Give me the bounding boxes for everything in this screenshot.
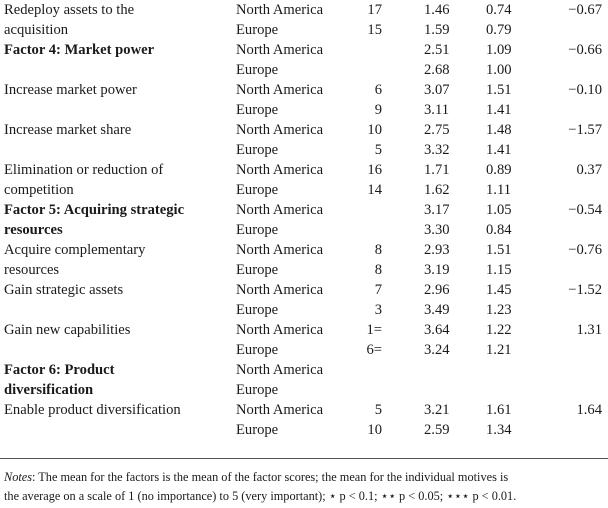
row-sd: 0.89 (486, 162, 512, 178)
row-sd: 1.45 (486, 282, 512, 298)
row-sd: 1.48 (486, 122, 512, 138)
row-label: competition (4, 182, 74, 198)
row-region: North America (236, 322, 324, 338)
row-label: resources (4, 222, 63, 238)
row-region: North America (236, 42, 324, 58)
row-label: Gain new capabilities (4, 322, 131, 338)
notes-line-1 (4, 468, 604, 487)
row-t-value: −0.66 (568, 42, 602, 58)
row-label: Redeploy assets to the (4, 2, 135, 18)
table-row (0, 80, 608, 100)
row-rank: 10 (367, 122, 382, 138)
row-region: Europe (236, 422, 279, 438)
row-mean: 3.24 (424, 342, 450, 358)
table-row (0, 360, 608, 380)
row-mean: 3.19 (424, 262, 450, 278)
row-rank: 10 (367, 422, 382, 438)
row-region: North America (236, 282, 324, 298)
table-row (0, 400, 608, 420)
row-region: North America (236, 2, 324, 18)
row-rank: 8 (374, 242, 382, 258)
table-row (0, 420, 608, 440)
row-t-value: 1.31 (576, 322, 602, 338)
row-sd: 1.11 (486, 182, 511, 198)
row-rank: 5 (374, 142, 382, 158)
bottom-rule (0, 458, 608, 459)
table-row (0, 260, 608, 280)
row-rank: 16 (367, 162, 382, 178)
row-mean: 1.59 (424, 22, 450, 38)
row-t-value: 0.37 (576, 162, 602, 178)
table-row (0, 120, 608, 140)
row-region: Europe (236, 22, 279, 38)
notes-line-2: the average on a scale of 1 (no importance) to 5 (very important); ⋆ p < 0.1; ⋆⋆ p < 0.05; ⋆⋆⋆ p < 0.01. (4, 489, 517, 503)
row-label: Enable product diversification (4, 402, 181, 418)
row-region: Europe (236, 302, 279, 318)
row-sd: 1.34 (486, 422, 512, 438)
row-mean: 3.30 (424, 222, 450, 238)
row-region: Europe (236, 382, 279, 398)
row-rank: 7 (374, 282, 382, 298)
row-region: Europe (236, 342, 279, 358)
row-label: acquisition (4, 22, 69, 38)
row-mean: 3.07 (424, 82, 450, 98)
row-mean: 1.71 (424, 162, 450, 178)
row-t-value: −1.57 (568, 122, 602, 138)
row-t-value: −1.52 (568, 282, 602, 298)
row-rank: 17 (367, 2, 382, 18)
row-sd: 0.74 (486, 2, 512, 18)
row-sd: 1.23 (486, 302, 512, 318)
row-mean: 2.93 (424, 242, 450, 258)
table-row (0, 180, 608, 200)
row-region: North America (236, 82, 324, 98)
table-row (0, 280, 608, 300)
table-row (0, 240, 608, 260)
table-row (0, 220, 608, 240)
row-mean: 3.49 (424, 302, 450, 318)
row-sd: 1.09 (486, 42, 512, 58)
row-region: North America (236, 122, 324, 138)
row-t-value: −0.67 (568, 2, 602, 18)
row-label: Factor 6: Product (4, 362, 115, 378)
row-sd: 1.51 (486, 242, 512, 258)
table-row (0, 60, 608, 80)
row-t-value: 1.64 (576, 402, 602, 418)
table-row (0, 0, 608, 20)
row-rank: 6 (374, 82, 382, 98)
row-label: Gain strategic assets (4, 282, 124, 298)
row-mean: 2.51 (424, 42, 450, 58)
row-sd: 1.15 (486, 262, 512, 278)
table-row (0, 40, 608, 60)
row-region: Europe (236, 222, 279, 238)
row-mean: 2.75 (424, 122, 450, 138)
table-row (0, 20, 608, 40)
row-sd: 0.84 (486, 222, 512, 238)
row-rank: 8 (374, 262, 382, 278)
row-sd: 1.05 (486, 202, 512, 218)
row-label: Factor 5: Acquiring strategic (4, 202, 185, 218)
row-sd: 1.41 (486, 142, 512, 158)
row-mean: 1.62 (424, 182, 450, 198)
notes-text-1: : The mean for the factors is the mean of the factor scores; the mean for the individual motives is (32, 470, 509, 484)
row-label: Acquire complementary (4, 242, 146, 258)
row-rank: 14 (367, 182, 382, 198)
row-label: Factor 4: Market power (4, 42, 155, 58)
row-mean: 3.32 (424, 142, 450, 158)
row-region: North America (236, 162, 324, 178)
row-label: resources (4, 262, 60, 278)
row-rank: 3 (374, 302, 382, 318)
table-row (0, 380, 608, 400)
row-rank: 15 (367, 22, 382, 38)
row-label: diversification (4, 382, 94, 398)
row-mean: 3.21 (424, 402, 450, 418)
row-region: North America (236, 202, 324, 218)
row-sd: 1.61 (486, 402, 512, 418)
row-mean: 3.11 (424, 102, 449, 118)
row-region: North America (236, 402, 324, 418)
row-rank: 5 (374, 402, 382, 418)
row-mean: 3.64 (424, 322, 450, 338)
table-row (0, 140, 608, 160)
row-mean: 2.68 (424, 62, 450, 78)
row-region: Europe (236, 142, 279, 158)
row-rank: 9 (374, 102, 382, 118)
row-sd: 1.41 (486, 102, 512, 118)
row-t-value: −0.10 (568, 82, 602, 98)
row-region: Europe (236, 102, 279, 118)
row-mean: 1.46 (424, 2, 450, 18)
row-mean: 2.59 (424, 422, 450, 438)
row-label: Increase market share (4, 122, 132, 138)
row-rank: 1= (366, 322, 382, 338)
row-t-value: −0.76 (568, 242, 602, 258)
row-region: North America (236, 362, 324, 378)
row-region: Europe (236, 182, 279, 198)
table-row (0, 300, 608, 320)
row-mean: 3.17 (424, 202, 450, 218)
row-label: Elimination or reduction of (4, 162, 164, 178)
row-sd: 1.22 (486, 322, 512, 338)
row-t-value: −0.54 (568, 202, 602, 218)
table-row (0, 100, 608, 120)
row-label: Increase market power (4, 82, 137, 98)
row-region: Europe (236, 62, 279, 78)
table-row (0, 320, 608, 340)
row-sd: 1.51 (486, 82, 512, 98)
row-sd: 1.21 (486, 342, 512, 358)
row-region: North America (236, 242, 324, 258)
row-sd: 0.79 (486, 22, 512, 38)
table-row (0, 340, 608, 360)
row-sd: 1.00 (486, 62, 512, 78)
row-rank: 6= (366, 342, 382, 358)
notes-prefix: Notes (4, 470, 33, 484)
row-region: Europe (236, 262, 279, 278)
table-row (0, 200, 608, 220)
table-notes (4, 468, 604, 506)
row-mean: 2.96 (424, 282, 450, 298)
table-row (0, 160, 608, 180)
